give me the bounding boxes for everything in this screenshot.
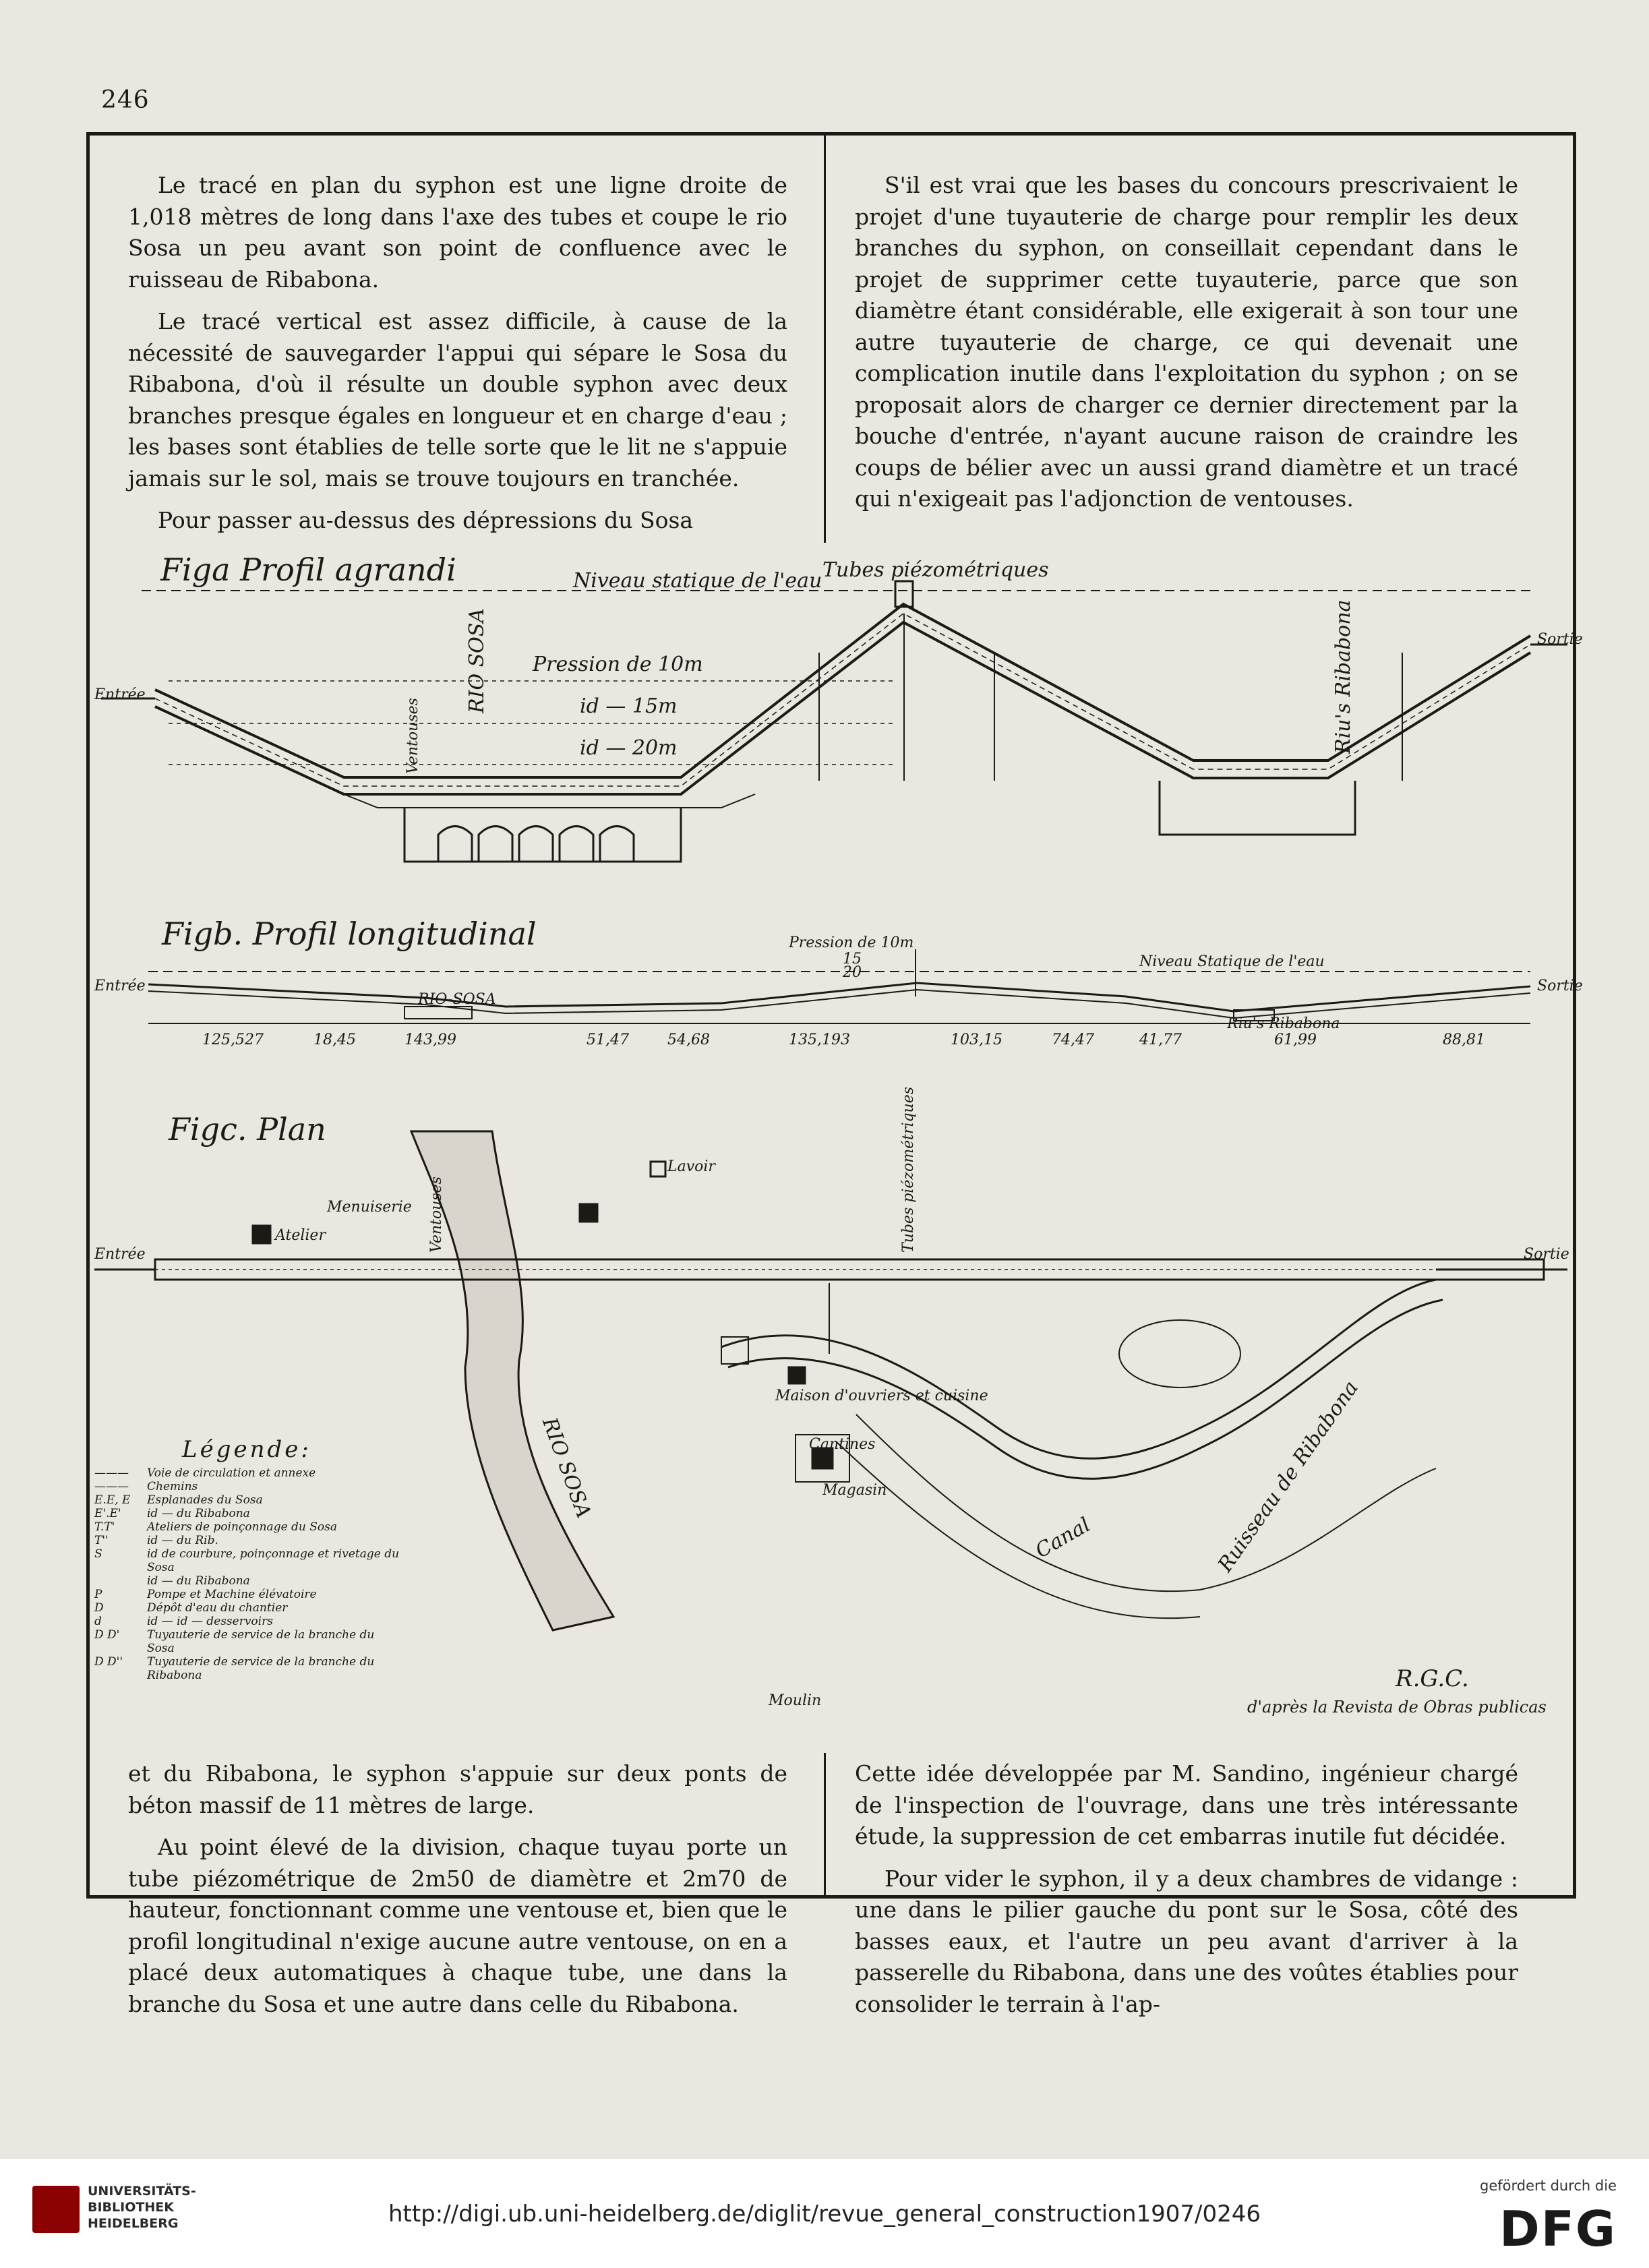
- figure-c-moulin: Moulin: [769, 1692, 822, 1709]
- figure-c-title: Figc. Plan: [169, 1111, 326, 1147]
- legend-item: ——— Chemins: [94, 1480, 198, 1493]
- dimension-label: 51,47: [587, 1032, 629, 1048]
- legend-item: D Dépôt d'eau du chantier: [94, 1601, 288, 1615]
- figure-a-entree: Entrée: [94, 686, 146, 703]
- paragraph: S'il est vrai que les bases du concours prescrivaient le projet d'une tuyauterie de charge pour remplir les deux branches du syphon, on conseillait cependant dans le projet de supprimer cette tuyauterie, parce que son diamètre étant considérable, elle exigerait à son tour une autre tuyauterie de charge, ce qui devenait une complication inutile dans l'exploitation du syphon ; on se proposait alors de charger ce dernier directement par la bouche d'entrée, n'ayant aucune raison de craindre les coups de bélier avec un aussi grand diamètre et un tracé qui n'exigeait pas l'adjonction de ventouses.: [855, 172, 1518, 512]
- legend-item: T.T' Ateliers de poinçonnage du Sosa: [94, 1520, 338, 1534]
- figure-c-ventouses: Ventouses: [428, 1176, 445, 1253]
- atelier-building: [253, 1226, 270, 1243]
- figure-a-rio-sosa: RIO SOSA: [465, 608, 489, 713]
- figure-a-sortie: Sortie: [1537, 631, 1583, 648]
- figure-b-sortie: Sortie: [1537, 978, 1583, 994]
- legend-item: ——— Voie de circulation et annexe: [94, 1466, 316, 1480]
- figure-b-pressure: Pression de 10m: [789, 934, 914, 951]
- dimension-label: 74,47: [1052, 1032, 1094, 1048]
- paragraph: Le tracé vertical est assez difficile, à cause de la nécessité de sauvegarder l'appui qui sépare le Sosa du Ribabona, d'où il résulte un double syphon avec deux branches presque égales en longueur et en charge d'eau ; les bases sont établies de telle sorte que le lit ne s'appuie jamais sur le sol, mais se trouve toujours en tranchée.: [128, 308, 787, 491]
- dimension-label: 88,81: [1443, 1032, 1485, 1048]
- column-top-right: [855, 170, 1518, 515]
- legend-item: D D' Tuyauterie de service de la branche du Sosa: [94, 1628, 375, 1655]
- figure-b-riu-ribabona: Riu's Ribabona: [1227, 1015, 1340, 1032]
- paragraph: Pour vider le syphon, il y a deux chambres de vidange : une dans le pilier gauche du pont sur le Sosa, côté des basses eaux, et l'autre un peu avant d'arriver à la passerelle du Ribabona, dans une des voûtes établies pour consolider le terrain à l'ap-: [855, 1865, 1518, 2017]
- source-url-link[interactable]: http://digi.ub.uni-heidelberg.de/diglit/revue_general_construction1907/0246: [388, 2201, 1261, 2228]
- dimension-label: 135,193: [789, 1032, 850, 1048]
- figure-c-lavoir: Lavoir: [667, 1158, 715, 1175]
- figure-b-pressure-20: 20: [843, 964, 862, 981]
- legend-item: id — du Ribabona: [147, 1574, 250, 1588]
- figure-a-pressure-20: id — 20m: [580, 736, 678, 760]
- library-name: UNIVERSITÄTS- BIBLIOTHEK HEIDELBERG: [88, 2184, 196, 2231]
- figure-b-pressure-15: 15: [843, 951, 862, 967]
- figure-c-entree: Entrée: [94, 1246, 146, 1263]
- figure-c-ruisseau: Ruisseau de Ribabona: [1213, 1376, 1363, 1577]
- figure-a-title: Figa Profil agrandi: [160, 551, 456, 588]
- page-number: 246: [101, 86, 150, 114]
- figure-b-rio-sosa: RIO-SOSA: [418, 991, 496, 1008]
- legend-item: D D'' Tuyauterie de service de la branche du Ribabona: [94, 1655, 375, 1682]
- legend-item: P Pompe et Machine élévatoire: [94, 1588, 317, 1601]
- ribabona-bridge: [1160, 781, 1355, 835]
- dimension-label: 18,45: [313, 1032, 356, 1048]
- figure-a-riu-ribabona: Riu's Ribabona: [1331, 599, 1355, 754]
- credit-source: d'après la Revista de Obras publicas: [1247, 1698, 1547, 1717]
- figure-c-atelier: Atelier: [275, 1227, 326, 1244]
- figure-c-cantines: Cantines: [809, 1436, 876, 1453]
- pipe-profile-bottom: [155, 622, 1530, 794]
- figure-a-water-level: Niveau statique de l'eau: [573, 569, 822, 593]
- syphon-figure: [88, 551, 1583, 1752]
- sosa-bridge-arches: [438, 827, 634, 862]
- dimension-label: 54,68: [667, 1032, 710, 1048]
- figure-a-ventouses: Ventouses: [404, 698, 421, 774]
- figure-b-title: Figb. Profil longitudinal: [162, 916, 537, 952]
- credit-initials: R.G.C.: [1396, 1665, 1469, 1692]
- funding-note: gefördert durch die: [1480, 2178, 1617, 2194]
- column-bottom-right: [855, 1758, 1518, 2020]
- canal: [856, 1414, 1436, 1591]
- figure-b-water-level: Niveau Statique de l'eau: [1139, 953, 1325, 970]
- column-bottom-left: [128, 1758, 787, 2020]
- legend-title: Légende:: [182, 1436, 311, 1463]
- paragraph: Pour passer au-dessus des dépressions du Sosa: [158, 507, 694, 533]
- legend-item: E'.E' id — du Ribabona: [94, 1507, 250, 1520]
- legend-item: E.E, E Esplanades du Sosa: [94, 1493, 263, 1507]
- figure-a-pressure-10: Pression de 10m: [533, 653, 703, 676]
- paragraph: et du Ribabona, le syphon s'appuie sur deux ponts de béton massif de 11 mètres de large.: [128, 1760, 787, 1818]
- figure-c-maison: Maison d'ouvriers et cuisine: [775, 1387, 988, 1404]
- dimension-label: 103,15: [951, 1032, 1002, 1048]
- paragraph: Au point élevé de la division, chaque tuyau porte un tube piézométrique de 2m50 de diamètre et 2m70 de hauteur, fonctionnant comme une ventouse et, bien que le profil longitudinal n'exige aucune autre ventouse, on en a placé deux automatiques à chaque tube, une dans la branche du Sosa et une autre dans celle du Ribabona.: [128, 1834, 787, 2017]
- dimension-label: 143,99: [404, 1032, 456, 1048]
- dfg-logo: DFG: [1499, 2201, 1617, 2257]
- column-rule-top: [824, 135, 826, 543]
- figure-c-canal: Canal: [1031, 1513, 1095, 1563]
- legend-item: d id — id — desservoirs: [94, 1615, 273, 1628]
- dimension-label: 41,77: [1139, 1032, 1182, 1048]
- figure-a-tubes-label: Tubes piézométriques: [822, 558, 1049, 582]
- column-rule-bottom: [824, 1753, 826, 1898]
- paragraph: Le tracé en plan du syphon est une ligne droite de 1,018 mètres de long dans l'axe des tubes et coupe le rio Sosa un peu avant son point de confluence avec le ruisseau de Ribabona.: [128, 172, 787, 293]
- figure-c-tubes: Tubes piézométriques: [900, 1086, 917, 1253]
- figure-c-rio-sosa: RIO SOSA: [537, 1414, 596, 1522]
- digitization-footer: [0, 2159, 1649, 2268]
- dimension-label: 125,527: [202, 1032, 264, 1048]
- column-top-left: [128, 170, 787, 537]
- figure-c-magasin: Magasin: [822, 1482, 887, 1499]
- legend-list: [94, 1466, 404, 1682]
- figure-c-menuiserie: Menuiserie: [327, 1199, 412, 1216]
- figure-a-pressure-15: id — 15m: [580, 694, 678, 718]
- dimension-label: 61,99: [1274, 1032, 1317, 1048]
- legend-item: S id de courbure, poinçonnage et rivetage du Sosa: [94, 1547, 400, 1574]
- pipe-profile-top: [155, 604, 1530, 777]
- legend-item: T'' id — du Rib.: [94, 1534, 218, 1547]
- paragraph: Cette idée développée par M. Sandino, ingénieur chargé de l'inspection de l'ouvrage, dans une très intéressante étude, la suppression de cet embarras inutile fut décidée.: [855, 1760, 1518, 1849]
- figure-b-entree: Entrée: [94, 978, 146, 994]
- figure-c-sortie: Sortie: [1524, 1246, 1569, 1263]
